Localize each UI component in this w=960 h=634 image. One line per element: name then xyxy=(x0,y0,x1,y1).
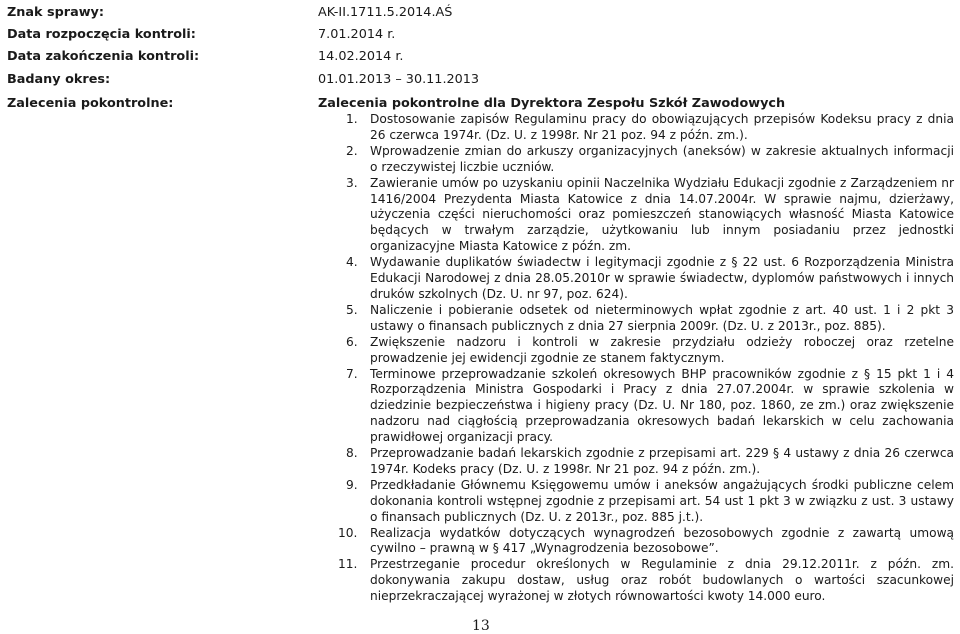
case-number-value: AK-II.1711.5.2014.AŚ xyxy=(318,5,453,20)
list-item xyxy=(318,446,954,478)
item-text: Wprowadzenie zmian do arkuszy organizacyjnych (aneksów) w zakresie aktualnych informacji o rzeczywistej liczbie uczniów. xyxy=(370,143,954,174)
item-text: Terminowe przeprowadzanie szkoleń okresowych BHP pracowników zgodnie z § 15 pkt 1 i 4 Rozporządzenia Ministra Gospodarki i Pracy z dnia 27.07.2004r. w sprawie szkolenia w dziedzinie bezpieczeństwa i higieny pracy (Dz. U. Nr 180, poz. 1860, ze zm.) oraz zwiększenie nadzoru nad ciągłością przeprowadzania okresowych badań lekarskich w celu zachowania prawidłowej organizacji pracy. xyxy=(370,366,954,445)
item-text: Dostosowanie zapisów Regulaminu pracy do obowiązujących przepisów Kodeksu pracy z dnia 26 czerwca 1974r. (Dz. U. z 1998r. Nr 21 poz. 94 z późn. zm.). xyxy=(370,112,954,142)
list-item xyxy=(318,335,954,367)
item-number: 3. xyxy=(346,175,358,190)
list-item xyxy=(318,557,954,605)
item-number: 8. xyxy=(346,446,358,461)
recommendations-label: Zalecenia pokontrolne: xyxy=(7,96,174,111)
start-date-value: 7.01.2014 r. xyxy=(318,27,396,42)
item-text: Zwiększenie nadzoru i kontroli w zakresie przydziału odzieży roboczej oraz rzetelne prowadzenie jej ewidencji zgodnie ze stanem faktycznym. xyxy=(370,334,954,365)
list-item xyxy=(318,255,954,303)
item-number: 10. xyxy=(338,525,358,540)
recommendations-list xyxy=(318,112,954,605)
end-date-value: 14.02.2014 r. xyxy=(318,49,404,64)
list-item xyxy=(318,176,954,256)
list-item xyxy=(318,367,954,447)
period-value: 01.01.2013 – 30.11.2013 xyxy=(318,72,480,87)
list-item xyxy=(318,303,954,335)
item-text: Przeprowadzanie badań lekarskich zgodnie z przepisami art. 229 § 4 ustawy z dnia 26 czerwca 1974r. Kodeks pracy (Dz. U. z 1998r. Nr 21 poz. 94 z późn. zm.). xyxy=(370,446,954,476)
item-number: 1. xyxy=(346,112,358,126)
item-text: Realizacja wydatków dotyczących wynagrodzeń bezosobowych zgodnie z zawartą umową cywilno – prawną w § 417 „Wynagrodzenia bezosobowe”. xyxy=(370,525,954,556)
item-number: 9. xyxy=(346,477,358,492)
case-number-label: Znak sprawy: xyxy=(7,5,104,20)
list-item xyxy=(318,526,954,558)
list-item xyxy=(318,478,954,526)
page-number: 13 xyxy=(472,618,490,634)
period-label: Badany okres: xyxy=(7,72,111,87)
item-text: Przestrzeganie procedur określonych w Regulaminie z dnia 29.12.2011r. z późn. zm. dokonywania zakupu dostaw, usług oraz robót budowlanych o wartości szacunkowej nieprzekraczającej wyrażonej w złotych równowartości kwoty 14.000 euro. xyxy=(370,557,954,604)
item-text: Przedkładanie Głównemu Księgowemu umów i aneksów angażujących środki publiczne celem dokonania kontroli wstępnej zgodnie z przepisami art. 54 ust 1 pkt 3 w związku z ust. 3 ustawy o finansach publicznych (Dz. U. z 2013r., poz. 885 j.t.). xyxy=(370,477,954,524)
item-number: 4. xyxy=(346,255,358,270)
item-number: 6. xyxy=(346,334,358,349)
list-item xyxy=(318,112,954,144)
item-text: Wydawanie duplikatów świadectw i legitymacji zgodnie z § 22 ust. 6 Rozporządzenia Ministra Edukacji Narodowej z dnia 28.05.2010r w sprawie świadectw, dyplomów państwowych i innych druków szkolnych (Dz. U. nr 97, poz. 624). xyxy=(370,255,954,301)
item-number: 11. xyxy=(338,557,358,572)
item-text: Zawieranie umów po uzyskaniu opinii Naczelnika Wydziału Edukacji zgodnie z Zarządzeniem nr 1416/2004 Prezydenta Miasta Katowice z dnia 14.07.2004r. W sprawie najmu, dzierżawy, użyczenia części nieruchomości oraz pomieszczeń stanowiących własność Miasta Katowice będących w trwałym zarządzie, użytkowaniu lub innym posiadaniu przez jednostki organizacyjne Miasta Katowice z późn. zm. xyxy=(370,175,954,254)
end-date-label: Data zakończenia kontroli: xyxy=(7,49,200,64)
item-number: 5. xyxy=(346,302,358,317)
item-number: 2. xyxy=(346,143,358,158)
recommendations-heading: Zalecenia pokontrolne dla Dyrektora Zespołu Szkół Zawodowych xyxy=(318,96,786,111)
item-number: 7. xyxy=(346,366,358,381)
list-item xyxy=(318,144,954,176)
item-text: Naliczenie i pobieranie odsetek od nieterminowych wpłat zgodnie z art. 40 ust. 1 i 2 pkt 3 ustawy o finansach publicznych z dnia 27 sierpnia 2009r. (Dz. U. z 2013r., poz. 885). xyxy=(370,302,954,333)
start-date-label: Data rozpoczęcia kontroli: xyxy=(7,27,196,42)
